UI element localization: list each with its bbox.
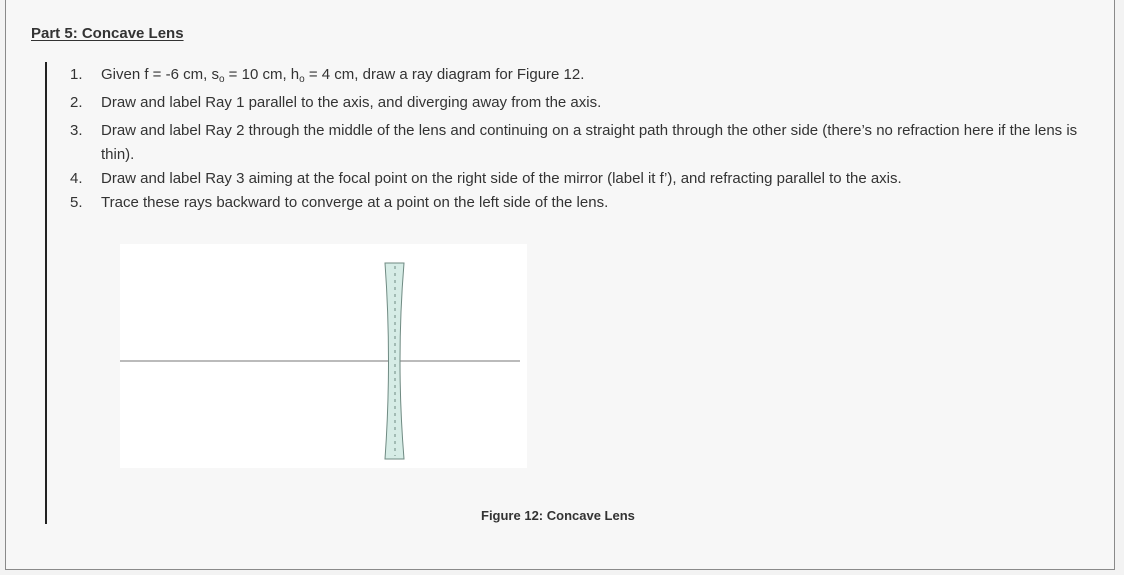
- list-item: [70, 191, 1080, 215]
- step-text: Given f = -6 cm, $s_o = 10$ cm, $h_o = 4$ cm, draw a ray diagram for Figure 12.: [101, 66, 585, 85]
- step-text: Draw and label Ray 3 aiming at the focal point on the right side of the mirror (label it f’), and refracting parallel to the axis.: [101, 170, 902, 187]
- step-text: Trace these rays backward to converge at a point on the left side of the lens.: [101, 194, 609, 211]
- figure-caption: Figure 12: Concave Lens: [481, 508, 635, 523]
- list-number: 5.: [70, 194, 83, 211]
- list-number: 1.: [70, 66, 83, 83]
- lens-diagram: [120, 244, 527, 468]
- list-item: [70, 119, 1080, 167]
- step-text: Draw and label Ray 1 parallel to the axis, and diverging away from the axis.: [101, 94, 602, 111]
- list-number: 3.: [70, 122, 83, 139]
- list-number: 2.: [70, 94, 83, 111]
- instruction-list: [70, 63, 1080, 215]
- list-item: [70, 63, 1080, 87]
- concave-lens-figure: [120, 244, 527, 468]
- list-number: 4.: [70, 170, 83, 187]
- blockquote-bar: [45, 62, 47, 524]
- section-heading: Part 5: Concave Lens: [31, 25, 184, 42]
- list-item: [70, 167, 1080, 191]
- step-text: Draw and label Ray 2 through the middle of the lens and continuing on a straight path through the other side (there’s no refraction here if the lens is thin).: [101, 122, 1078, 163]
- list-item: [70, 91, 1080, 115]
